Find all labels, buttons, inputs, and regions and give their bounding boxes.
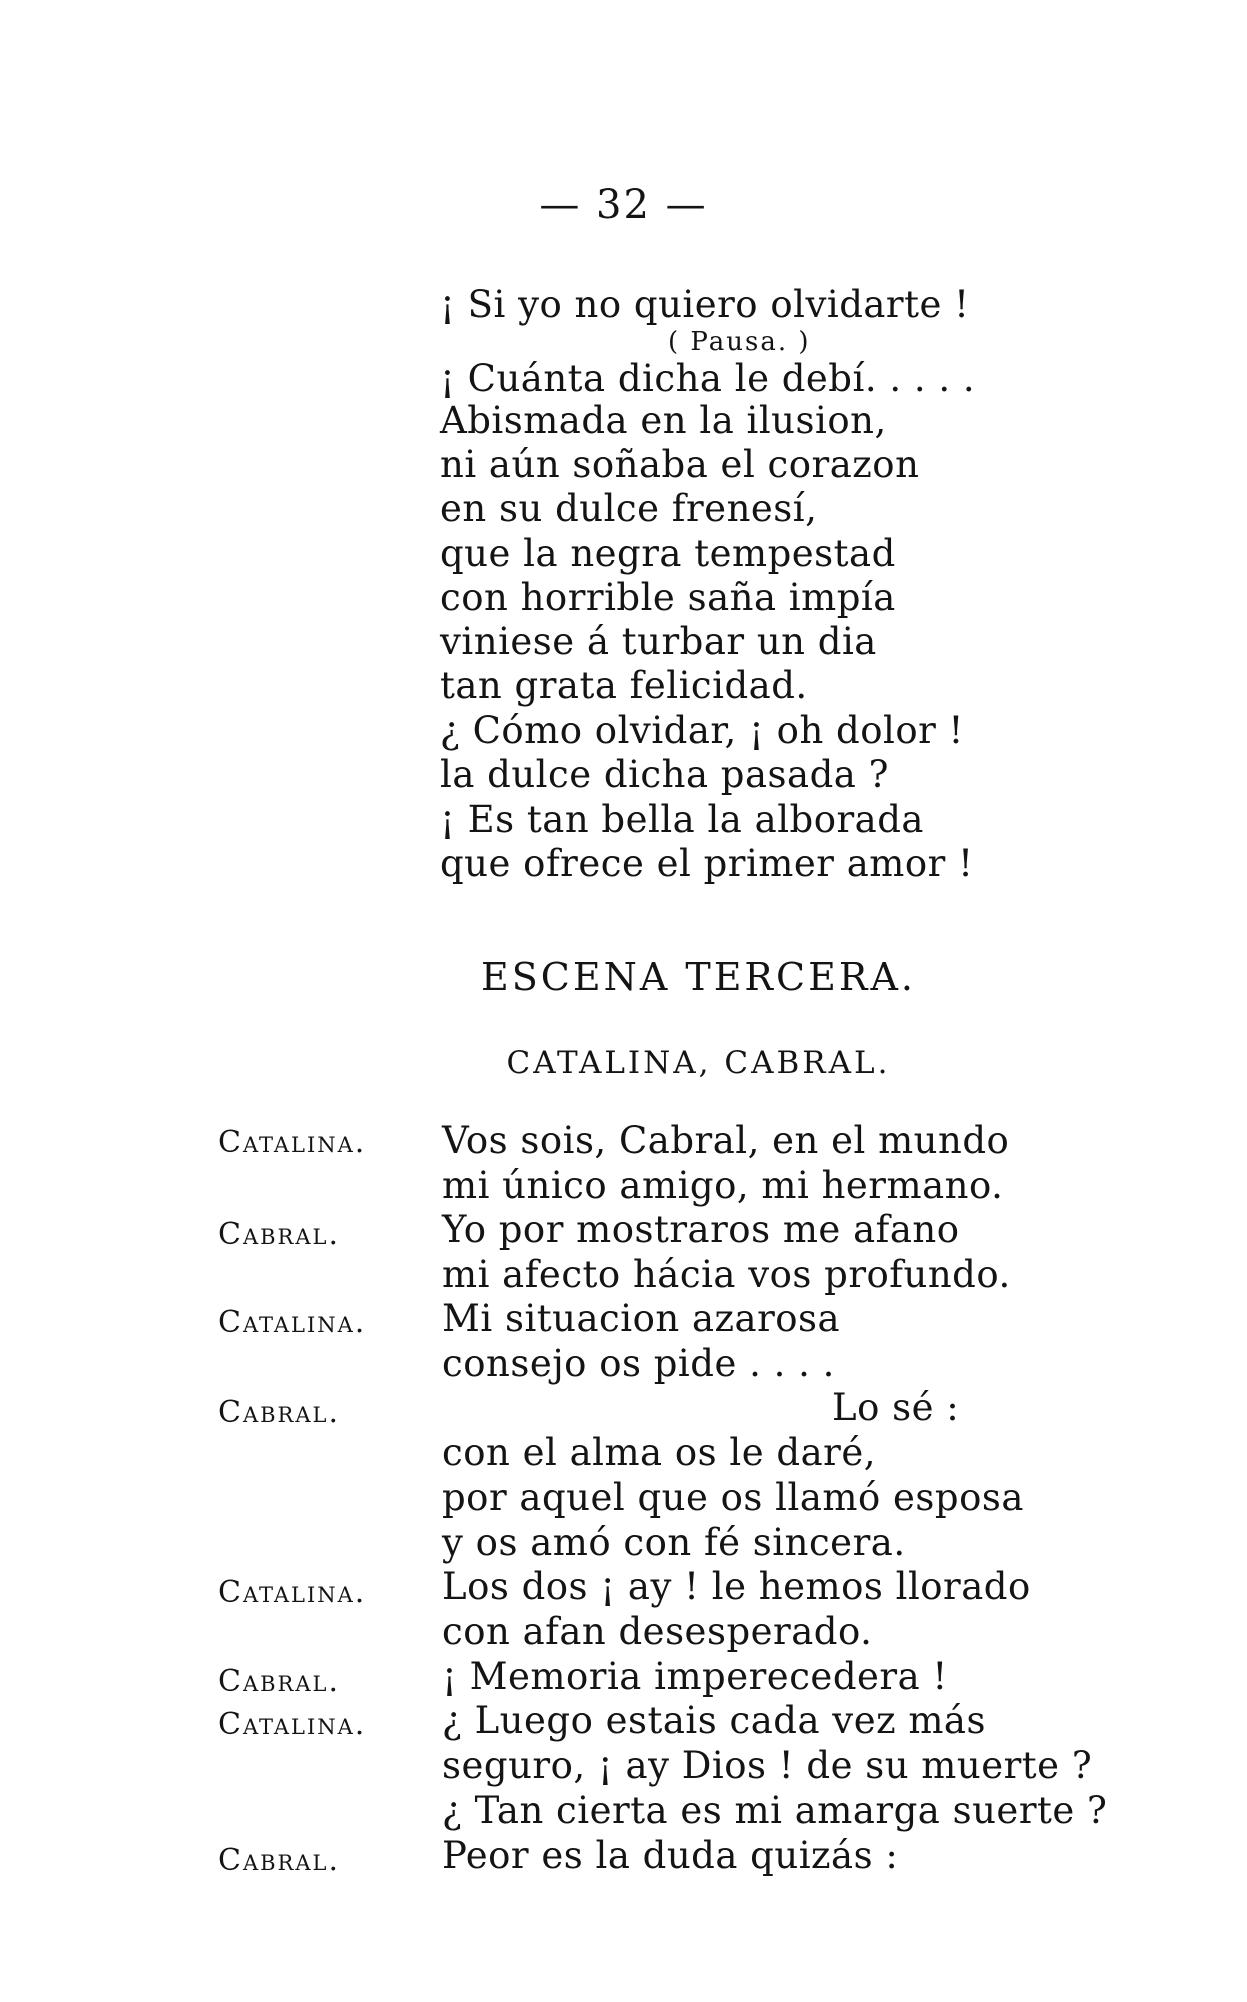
speaker-name: Cabral. — [218, 1395, 341, 1430]
speaker-name: Catalina. — [218, 1305, 367, 1340]
page-number: — 32 — — [539, 182, 708, 228]
verse-line: ¡ Cuánta dicha le debí. . . . . — [440, 357, 976, 400]
speaker-name: Catalina. — [218, 1575, 367, 1610]
verse-line: Abismada en la ilusion, — [440, 399, 887, 442]
dialogue-line: mi afecto hácia vos profundo. — [442, 1253, 1011, 1296]
dialogue-line: Los dos ¡ ay ! le hemos llorado — [442, 1565, 1031, 1608]
scene-title: ESCENA TERCERA. — [480, 955, 916, 999]
verse-line: la dulce dicha pasada ? — [440, 753, 889, 796]
verse-line: en su dulce frenesí, — [440, 487, 818, 530]
speaker-name: Catalina. — [218, 1125, 367, 1160]
speaker-name: Cabral. — [218, 1843, 341, 1878]
dialogue-line: Peor es la duda quizás : — [442, 1834, 899, 1877]
dialogue-line: consejo os pide . . . . — [442, 1342, 835, 1385]
dialogue-line: con afan desesperado. — [442, 1610, 873, 1653]
verse-line: ¡ Es tan bella la alborada — [440, 798, 924, 841]
stage-direction: ( Pausa. ) — [668, 327, 811, 357]
verse-line: ni aún soñaba el corazon — [440, 443, 920, 486]
verse-line: que ofrece el primer amor ! — [440, 842, 974, 885]
dialogue-line: Vos sois, Cabral, en el mundo — [442, 1119, 1010, 1162]
verse-line: viniese á turbar un dia — [440, 620, 877, 663]
verse-line: con horrible saña impía — [440, 576, 896, 619]
dialogue-line: con el alma os le daré, — [442, 1431, 876, 1474]
dialogue-line: mi único amigo, mi hermano. — [442, 1164, 1004, 1207]
dialogue-line: Lo sé : — [832, 1386, 960, 1429]
verse-line: tan grata felicidad. — [440, 664, 808, 707]
dialogue-line: Mi situacion azarosa — [442, 1297, 841, 1340]
speaker-name: Catalina. — [218, 1707, 367, 1742]
verse-line: ¿ Cómo olvidar, ¡ oh dolor ! — [440, 709, 964, 752]
dialogue-line: ¡ Memoria imperecedera ! — [442, 1655, 948, 1698]
verse-line: ¡ Si yo no quiero olvidarte ! — [440, 283, 970, 326]
dialogue-line: Yo por mostraros me afano — [442, 1208, 960, 1251]
dialogue-line: ¿ Luego estais cada vez más — [442, 1699, 986, 1742]
dialogue-line: seguro, ¡ ay Dios ! de su muerte ? — [442, 1744, 1093, 1787]
scene-characters: CATALINA, CABRAL. — [506, 1045, 891, 1081]
speaker-name: Cabral. — [218, 1217, 341, 1252]
dialogue-line: y os amó con fé sincera. — [442, 1521, 906, 1564]
verse-line: que la negra tempestad — [440, 532, 896, 575]
dialogue-line: por aquel que os llamó esposa — [442, 1476, 1024, 1519]
speaker-name: Cabral. — [218, 1664, 341, 1699]
dialogue-line: ¿ Tan cierta es mi amarga suerte ? — [442, 1789, 1108, 1832]
